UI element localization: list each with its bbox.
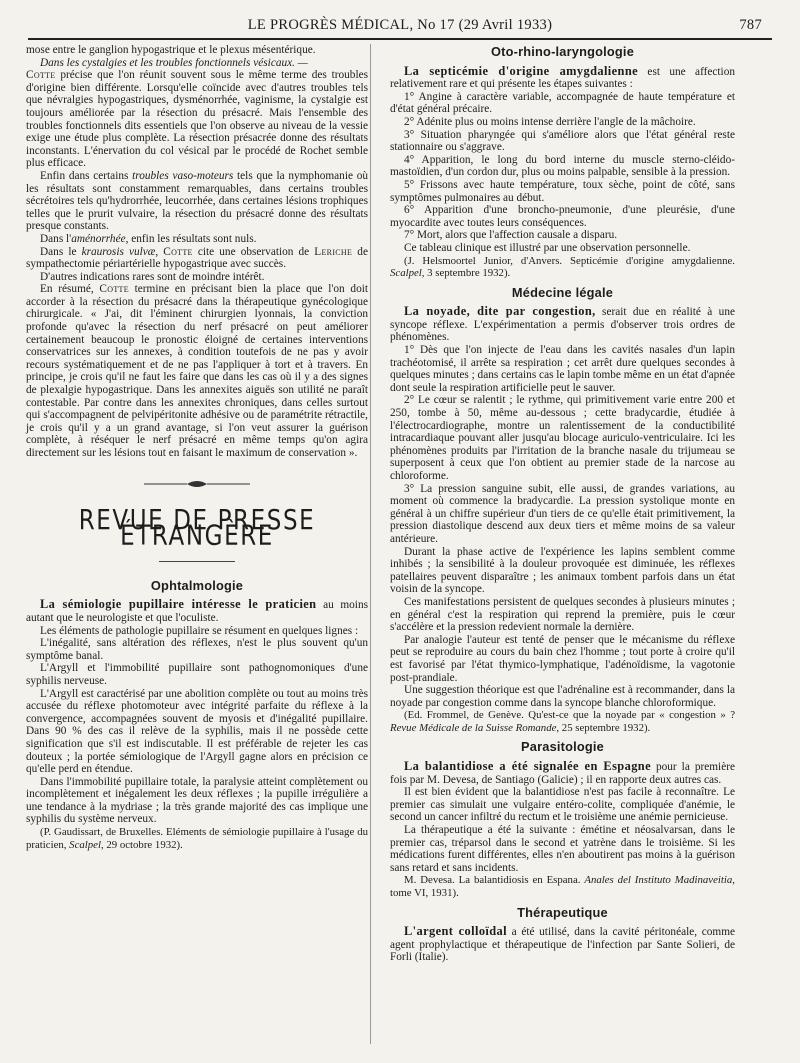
italic-run: Scalpel (69, 838, 101, 851)
list-item: 7° Mort, alors que l'affection causale a disparu. (404, 229, 618, 242)
citation (26, 826, 368, 851)
paragraph (390, 65, 735, 91)
italic-run: Anales del Instituto Madinaveitia (584, 874, 733, 887)
paragraph: Dans l'immobilité pupillaire totale, la paralysie atteint complètement ou incomplètement et inégalement les deux réflexes ; la pupille irrégulière a une tendance à la mydriase ; la très grande majorité des cas implique une syphilis du système nerveux. (26, 775, 368, 826)
text-run: cite une observation de (192, 245, 315, 258)
paragraph (390, 925, 735, 964)
section-heading-ophtalmologie: Ophtalmologie (150, 577, 244, 593)
text-run: précise que l'on réunit souvent sous le même terme des troubles d'origine bien différente. Lorsqu'elle coïncide avec d'autres troubles tels que névralgies hypogastriques, dysménorrhée, vaginisme, la cystalgie est toujours améliorée par la résection du présacré. Mais l'ensemble des troubles fonctionnels dits essentiels que l'on observe au niveau de la vessie exige une étude plus complète. La résection présacrée donne des résultats inconstants. L'énervation du col vésical par le procédé de Rochet semble plus efficace. (26, 69, 368, 170)
paragraph: Il est bien évident que la balantidiose n'est pas facile à reconnaître. Le premier cas simulait une vulgaire entéro-colite, compliquée d'anémie, le second un cancer infiltré du rectum et le troisième une anémie pernicieuse. (390, 786, 735, 824)
ornament-divider-icon (142, 478, 252, 490)
text-run: (J. Helsmoortel Junior, d'Anvers. Septicémie d'origine amygdalienne. (404, 254, 735, 267)
author-name: Cotte (163, 245, 193, 258)
italic-run: Dans les cystalgies et les troubles fonctionnels vésicaux. — (40, 56, 308, 69)
text-run: Enfin dans certains (40, 169, 133, 182)
text-run: M. Devesa. La balantidiosis en Espana. (404, 874, 585, 887)
paragraph (390, 305, 735, 344)
author-name: Cotte (99, 283, 129, 296)
section-heading-therapeutique: Thérapeutique (517, 904, 608, 920)
paragraph (26, 246, 368, 271)
banner-rule (159, 561, 235, 562)
text-run: , 29 octobre 1932). (100, 838, 183, 851)
section-banner-title: REVUE DE PRESSE ÉTRANGÈRE (78, 505, 316, 551)
journal-title: LE PROGRÈS MÉDICAL, No 17 (29 Avril 1933) (247, 17, 553, 33)
column-divider (370, 44, 371, 1044)
list-item: 2° Adénite plus ou moins intense derrière l'angle de la mâchoire. (404, 115, 696, 128)
lead-text: La septicémie d'origine amygdalienne (404, 63, 639, 78)
section-heading-oto-rhino: Oto-rhino-laryngologie (490, 44, 635, 59)
paragraph: L'Argyll et l'immobilité pupillaire sont pathognomoniques d'une syphilis nerveuse. (26, 662, 368, 687)
lead-text: L'argent colloïdal (404, 924, 507, 939)
list-item: 1° Angine à caractère variable, accompagnée de haute température et d'état général précaire. (390, 90, 735, 116)
text-run: pour la première fois par M. Devesa, de Santiago (Galicie) ; il en rapporte deux autres cas. (390, 761, 735, 786)
paragraph: Par analogie l'auteur est tenté de penser que le mécanisme du réflexe peut se reproduire au cours du bain chez l'homme ; tout porte à croire qu'il est favorisé par l'état thymico-lymphatique, l'adénoïdisme, la vagotonie post-prandiale. (390, 633, 735, 684)
paragraph: 1° Dès que l'on injecte de l'eau dans les cavités nasales d'un lapin trachéotomisé, il arrête sa respiration ; cet arrêt dure quelques secondes à quelques minutes ; dans certains cas le lapin tombe même en un état d'apnée dont seule la respiration artificielle peut le sauver. (390, 344, 735, 394)
paragraph (26, 57, 368, 70)
paragraph: 2° Le cœur se ralentit ; le rythme, qui primitivement varie entre 200 et 250, tombe à 50, même au-dessous ; cette bradycardie, étudiée à l'électrocardiographe, montre un ralentissement de la conductibilité intracardiaque pouvant aller jusqu'au blocage auriculo-ventriculaire. Ici les phénomènes produits par l'irritation de la branche nasale du trijumeau se superposent à ceux que l'on obtient au premier stade de la narcose au chloroforme. (390, 394, 735, 482)
paragraph (26, 283, 368, 459)
text-run: a été utilisé, dans la cavité péritonéale, comme agent prophylactique et thérapeutique de l'infection par Sante Solieri, de Forli (Italie). (390, 926, 735, 964)
paragraph (26, 598, 368, 624)
lead-text: La balantidiose a été signalée en Espagne (404, 759, 651, 774)
text-run: , 25 septembre 1932). (556, 721, 651, 734)
paragraph: Une suggestion théorique est que l'adrénaline est à recommander, dans la noyade par congestion comme dans la syncope blanche chloroformique. (390, 684, 735, 709)
section-heading-medecine-legale: Médecine légale (511, 284, 614, 300)
text-run: tels que la nymphomanie où les résultats sont constamment remarquables, dans certains troubles sécrétoires tels qu'hydrorrhée, leucorrhée, dans certaines lésions trophiques telles que le prurit vulvaire, la résection du présacré donne des résultats presque constants. (26, 169, 369, 233)
italic-run: Revue Médicale de la Suisse Romande (390, 721, 557, 734)
text-run: , enfin les résultats sont nuls. (125, 232, 257, 245)
paragraph: Ces manifestations persistent de quelques secondes à plusieurs minutes ; en général c'est la respiration qui reprend la première, puis le cœur s'accélère et la pression redevient normale la dernière. (390, 595, 735, 634)
paragraph (26, 69, 368, 170)
italic-run: Scalpel (390, 267, 422, 280)
text-run: serait due en réalité à une syncope réflexe. L'expérimentation a permis d'observer trois ordres de phénomènes. (390, 306, 735, 344)
running-head (28, 14, 772, 36)
text-run: , (155, 245, 164, 258)
paragraph: Ce tableau clinique est illustré par une observation personnelle. (404, 241, 691, 254)
italic-run: troubles vaso-moteurs (132, 169, 234, 182)
page-number: 787 (739, 17, 762, 33)
text-run: , tome VI, 1931). (390, 874, 735, 899)
italic-run: kraurosis vulvæ (81, 245, 156, 258)
lead-text: La noyade, dite par congestion, (404, 304, 596, 319)
paragraph (26, 233, 368, 246)
paragraph: L'Argyll est caractérisé par une abolition complète ou tout au moins très accusée du réflexe photomoteur avec intégrité parfaite du réflexe à la convergence, accompagnées souvent de myosis et d'inégalité pupillaire. Dans 90 % des cas il relève de la syphilis, mais il ne possède cette signification que s'il est indiscutable. Il est préférable de rejeter les cas douteux ; la portée sémiologique de l'Argyll gagne alors en précision ce qu'elle perd en étendue. (26, 687, 368, 776)
left-column (26, 44, 368, 851)
text-run: Dans le (40, 245, 82, 258)
paragraph: mose entre le ganglion hypogastrique et le plexus mésentérique. (26, 44, 316, 56)
list-item: 6° Apparition d'une broncho-pneumonie, d'une pleurésie, d'une myocardite avec toutes leurs conséquences. (390, 204, 735, 229)
text-run: (Ed. Frommel, de Genève. Qu'est-ce que la noyade par « congestion » ? (404, 709, 735, 722)
list-item: 5° Frissons avec haute température, toux sèche, point de côté, sans symptômes pulmonaires au début. (390, 178, 735, 204)
text-run: (P. Gaudissart, de Bruxelles. Eléments de sémiologie pupillaire à l'usage du praticien, (26, 826, 368, 851)
paragraph: D'autres indications rares sont de moindre intérêt. (40, 270, 265, 283)
text-run: Dans l' (40, 232, 72, 245)
lead-text: La sémiologie pupillaire intéresse le praticien (40, 597, 317, 612)
text-run: au moins autant que le neurologiste et que l'oculiste. (26, 599, 368, 624)
text-run: de sympathectomie périartérielle hypogastrique avec succès. (26, 245, 368, 271)
paragraph: Les éléments de pathologie pupillaire se résument en quelques lignes : (40, 624, 359, 637)
text-run: est une affection relativement rare et qui présente les étapes suivantes : (390, 65, 735, 91)
paragraph (390, 760, 735, 786)
citation (390, 874, 735, 899)
right-column (390, 44, 735, 964)
author-name: Leriche (314, 245, 353, 258)
paragraph: 3° La pression sanguine subit, elle aussi, de grandes variations, au moment où commence la bradycardie. La pression systolique monte en général à un chiffre supérieur d'un tiers de ce qu'elle était primitivement, la pression diastolique descend aux deux tiers et même moins de sa valeur antérieure. (390, 482, 735, 545)
citation (390, 255, 735, 280)
text-run: En résumé, (40, 283, 100, 296)
author-name: Cotte (26, 69, 56, 82)
list-item: 4° Apparition, le long du bord interne du muscle sterno-cléido-mastoïdien, d'un cordon dur, plus ou moins palpable, sensible à la pression. (390, 153, 735, 179)
citation (390, 709, 735, 734)
list-item: 3° Situation pharyngée qui s'améliore alors que l'état général reste stationnaire ou s'aggrave. (390, 128, 735, 154)
paragraph: L'inégalité, sans altération des réflexes, n'est le plus souvent qu'un symptôme banal. (26, 637, 368, 662)
paragraph: Durant la phase active de l'expérience les lapins semblent comme inhibés ; la sensibilité à la douleur provoquée est diminuée, les réflexes patellaires peuvent disparaître ; les animaux tombent parfois dans un état voisin de la syncope. (390, 545, 735, 596)
text-run: , 3 septembre 1932). (421, 267, 511, 280)
header-rule (28, 38, 772, 40)
italic-run: aménorrhée (71, 232, 126, 245)
text-run: termine en précisant bien la place que l'on doit accorder à la résection du présacré dans la thérapeutique gynécologique chirurgicale. « J'ai, dit l'éminent chirurgien lyonnais, la conviction profonde qu'avec la résection du nerf présacré on peut améliorer certainement beaucoup le pronostic éloigné de certaines interventions conservatrices sur les annexes, à condition toutefois de ne pas y avoir recours systématiquement et de ne pas l'appliquer à tort et à travers. En principe, je crois qu'il ne faut les faire que dans les cas où il y a des signes de plexalgie hypogastrique. Dans les annexites aiguës son utilité ne paraît contestable. Par contre dans les annexites chroniques, dans celles surtout qui s'accompagnent de pelvipéritonite adhésive ou de paramétrite rétractile, je crois qu'il y a un grand avantage, si l'on veut assurer la guérison complète, à réséquer le nerf présacré en même temps qu'on agira directement sur les lésions tout en faisant le maximum de conservation ». (26, 283, 368, 459)
paragraph (26, 170, 368, 233)
section-heading-parasitologie: Parasitologie (521, 739, 604, 755)
paragraph: La thérapeutique a été la suivante : émétine et néosalvarsan, dans le premier cas, tréparsol dans le second et yatrène dans le troisième. Si les médications furent différentes, elles n'en aboutirent pas moins à la guérison sans retard et sans incidents. (390, 824, 735, 874)
